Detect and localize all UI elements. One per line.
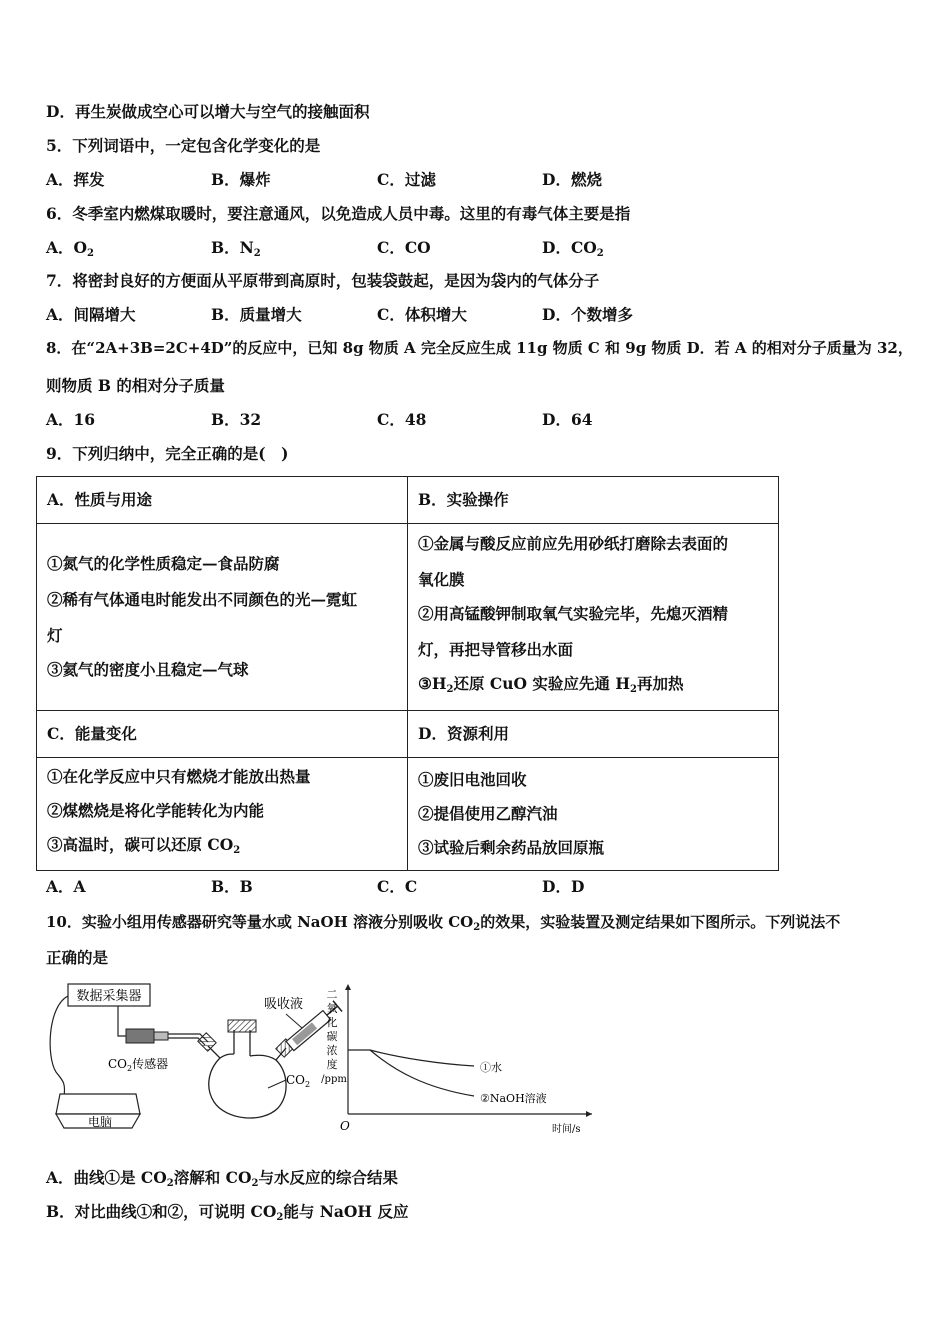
- q9-d-item-3: ③试验后剩余药品放回原瓶: [418, 838, 605, 857]
- q8-option-c: C．48: [377, 410, 427, 429]
- gas-pointer: [268, 1080, 286, 1088]
- y-axis-char-4: 碳: [326, 1030, 338, 1043]
- q9-b-item-3: $③H_2$还原 CuO 实验应先通 $H_2$再加热: [418, 674, 684, 695]
- q9-cell-c-body: [37, 758, 408, 871]
- q9-a-item-3: ③氦气的密度小且稳定—气球: [47, 660, 249, 679]
- q7-option-a: A．间隔增大: [46, 305, 136, 324]
- y-axis-unit: /ppm: [321, 1074, 347, 1085]
- q4-option-d: D．再生炭做成空心可以增大与空气的接触面积: [46, 102, 370, 121]
- q9-option-d: D．D: [542, 877, 585, 896]
- q9-b-item-1-cont: 氧化膜: [418, 570, 465, 589]
- q10-stem-line2: 正确的是: [46, 948, 109, 967]
- x-axis-arrow: [586, 1111, 592, 1117]
- q9-option-a: A．A: [46, 877, 86, 896]
- y-axis-char-3: 化: [326, 1016, 338, 1029]
- q7-option-c: C．体积增大: [377, 305, 467, 324]
- q9-option-b: B．B: [211, 877, 253, 896]
- q10-option-a: A．曲线①是 $CO_2$溶解和 $CO_2$与水反应的综合结果: [46, 1168, 398, 1189]
- collector-cable: [118, 1006, 126, 1036]
- q9-c-item-3: ③高温时，碳可以还原 $CO_2$: [47, 835, 241, 856]
- q8-option-a: A．16: [46, 410, 96, 429]
- q9-b-item-2: ②用高锰酸钾制取氧气实验完毕，先熄灭酒精: [418, 604, 729, 623]
- absorbent-pointer: [286, 1014, 302, 1028]
- q9-cell-a-body: [37, 524, 408, 711]
- q5-option-d: D．燃烧: [542, 170, 602, 189]
- y-axis-arrow: [345, 984, 351, 990]
- sensor-plug: [154, 1032, 168, 1040]
- q8-stem-line1: 8．在“2A+3B=2C+4D”的反应中，已知 8g 物质 A 完全反应生成 11g 物质 C 和 9g 物质 D．若 A 的相对分子质量为 32，: [46, 339, 913, 357]
- flask-center-neck: [234, 1030, 250, 1056]
- q5-stem: 5．下列词语中，一定包含化学变化的是: [46, 136, 321, 155]
- q7-option-d: D．个数增多: [542, 305, 633, 324]
- data-collector-label: 数据采集器: [76, 989, 142, 1004]
- y-axis-char-2: 氧: [326, 1002, 338, 1015]
- x-axis-label: 时间/s: [552, 1124, 581, 1135]
- curve-naoh: [370, 1050, 474, 1096]
- q9-d-item-1: ①废旧电池回收: [418, 770, 527, 789]
- q9-b-item-2-cont: 灯，再把导管移出水面: [418, 640, 574, 659]
- q9-cell-d-head: D．资源利用: [408, 711, 779, 758]
- q9-option-c: C．C: [377, 877, 418, 896]
- flask-body: [208, 1046, 286, 1118]
- q9-b-item-1: ①金属与酸反应前应先用砂纸打磨除去表面的: [418, 534, 729, 553]
- apparatus-diagram: [40, 976, 600, 1141]
- q9-stem: 9．下列归纳中，完全正确的是( ): [46, 444, 289, 463]
- y-axis-char-1: 二: [326, 988, 338, 1001]
- computer-label: 电脑: [87, 1115, 113, 1129]
- gas-label: $CO_2$: [286, 1073, 311, 1089]
- q10-figure: [40, 976, 600, 1141]
- q6-option-d: D．$CO_2$: [542, 238, 604, 259]
- q10-stem-line1: 10．实验小组用传感器研究等量水或 NaOH 溶液分别吸收 $CO_2$的效果，实验装置及测定结果如下图所示。下列说法不: [46, 913, 841, 933]
- q9-cell-b-body: [408, 524, 779, 711]
- q9-a-item-2: ②稀有气体通电时能发出不同颜色的光—霓虹: [47, 590, 358, 609]
- curve-water-label: ①水: [480, 1061, 502, 1074]
- q9-cell-c-head: C．能量变化: [37, 711, 408, 758]
- q6-stem: 6．冬季室内燃煤取暖时，要注意通风，以免造成人员中毒。这里的有毒气体主要是指: [46, 204, 631, 223]
- q6-option-a: A．$O_2$: [46, 238, 95, 259]
- y-axis-char-5: 浓: [326, 1044, 338, 1057]
- computer-screen: [56, 1094, 140, 1114]
- computer-cable: [50, 996, 68, 1096]
- co2-sensor: [126, 1029, 154, 1043]
- q9-d-item-2: ②提倡使用乙醇汽油: [418, 804, 558, 823]
- q6-option-c: C．CO: [377, 238, 431, 257]
- flask-stopper: [228, 1020, 256, 1032]
- q7-stem: 7．将密封良好的方便面从平原带到高原时，包装袋鼓起，是因为袋内的气体分子: [46, 271, 600, 290]
- sensor-label: $CO_2$传感器: [108, 1057, 169, 1073]
- q5-option-b: B．爆炸: [211, 170, 271, 189]
- origin-label: O: [340, 1119, 350, 1133]
- q9-cell-d-body: [408, 758, 779, 871]
- q10-option-b: B．对比曲线①和②，可说明 $CO_2$能与 NaOH 反应: [46, 1202, 409, 1223]
- q8-option-b: B．32: [211, 410, 262, 429]
- left-stopper: [198, 1033, 216, 1051]
- q9-c-item-2: ②煤燃烧是将化学能转化为内能: [47, 801, 265, 820]
- curve-water: [348, 1050, 474, 1066]
- q9-a-item-2-cont: 灯: [47, 626, 63, 645]
- q9-cell-b-head: B．实验操作: [408, 477, 779, 524]
- q8-option-d: D．64: [542, 410, 593, 429]
- q6-option-b: B．$N_2$: [211, 238, 261, 259]
- q9-cell-a-head: A．性质与用途: [37, 477, 408, 524]
- q9-a-item-1: ①氮气的化学性质稳定—食品防腐: [47, 554, 280, 573]
- q5-option-a: A．挥发: [46, 170, 105, 189]
- q5-option-c: C．过滤: [377, 170, 436, 189]
- q7-option-b: B．质量增大: [211, 305, 302, 324]
- q8-stem-line2: 则物质 B 的相对分子质量: [46, 376, 225, 395]
- absorbent-label: 吸收液: [264, 997, 304, 1012]
- curve-naoh-label: ②NaOH溶液: [480, 1092, 547, 1105]
- flask-shoulders: [220, 1054, 276, 1060]
- y-axis-char-6: 度: [326, 1058, 338, 1071]
- q9-table: [36, 476, 779, 871]
- q9-c-item-1: ①在化学反应中只有燃烧才能放出热量: [47, 767, 311, 786]
